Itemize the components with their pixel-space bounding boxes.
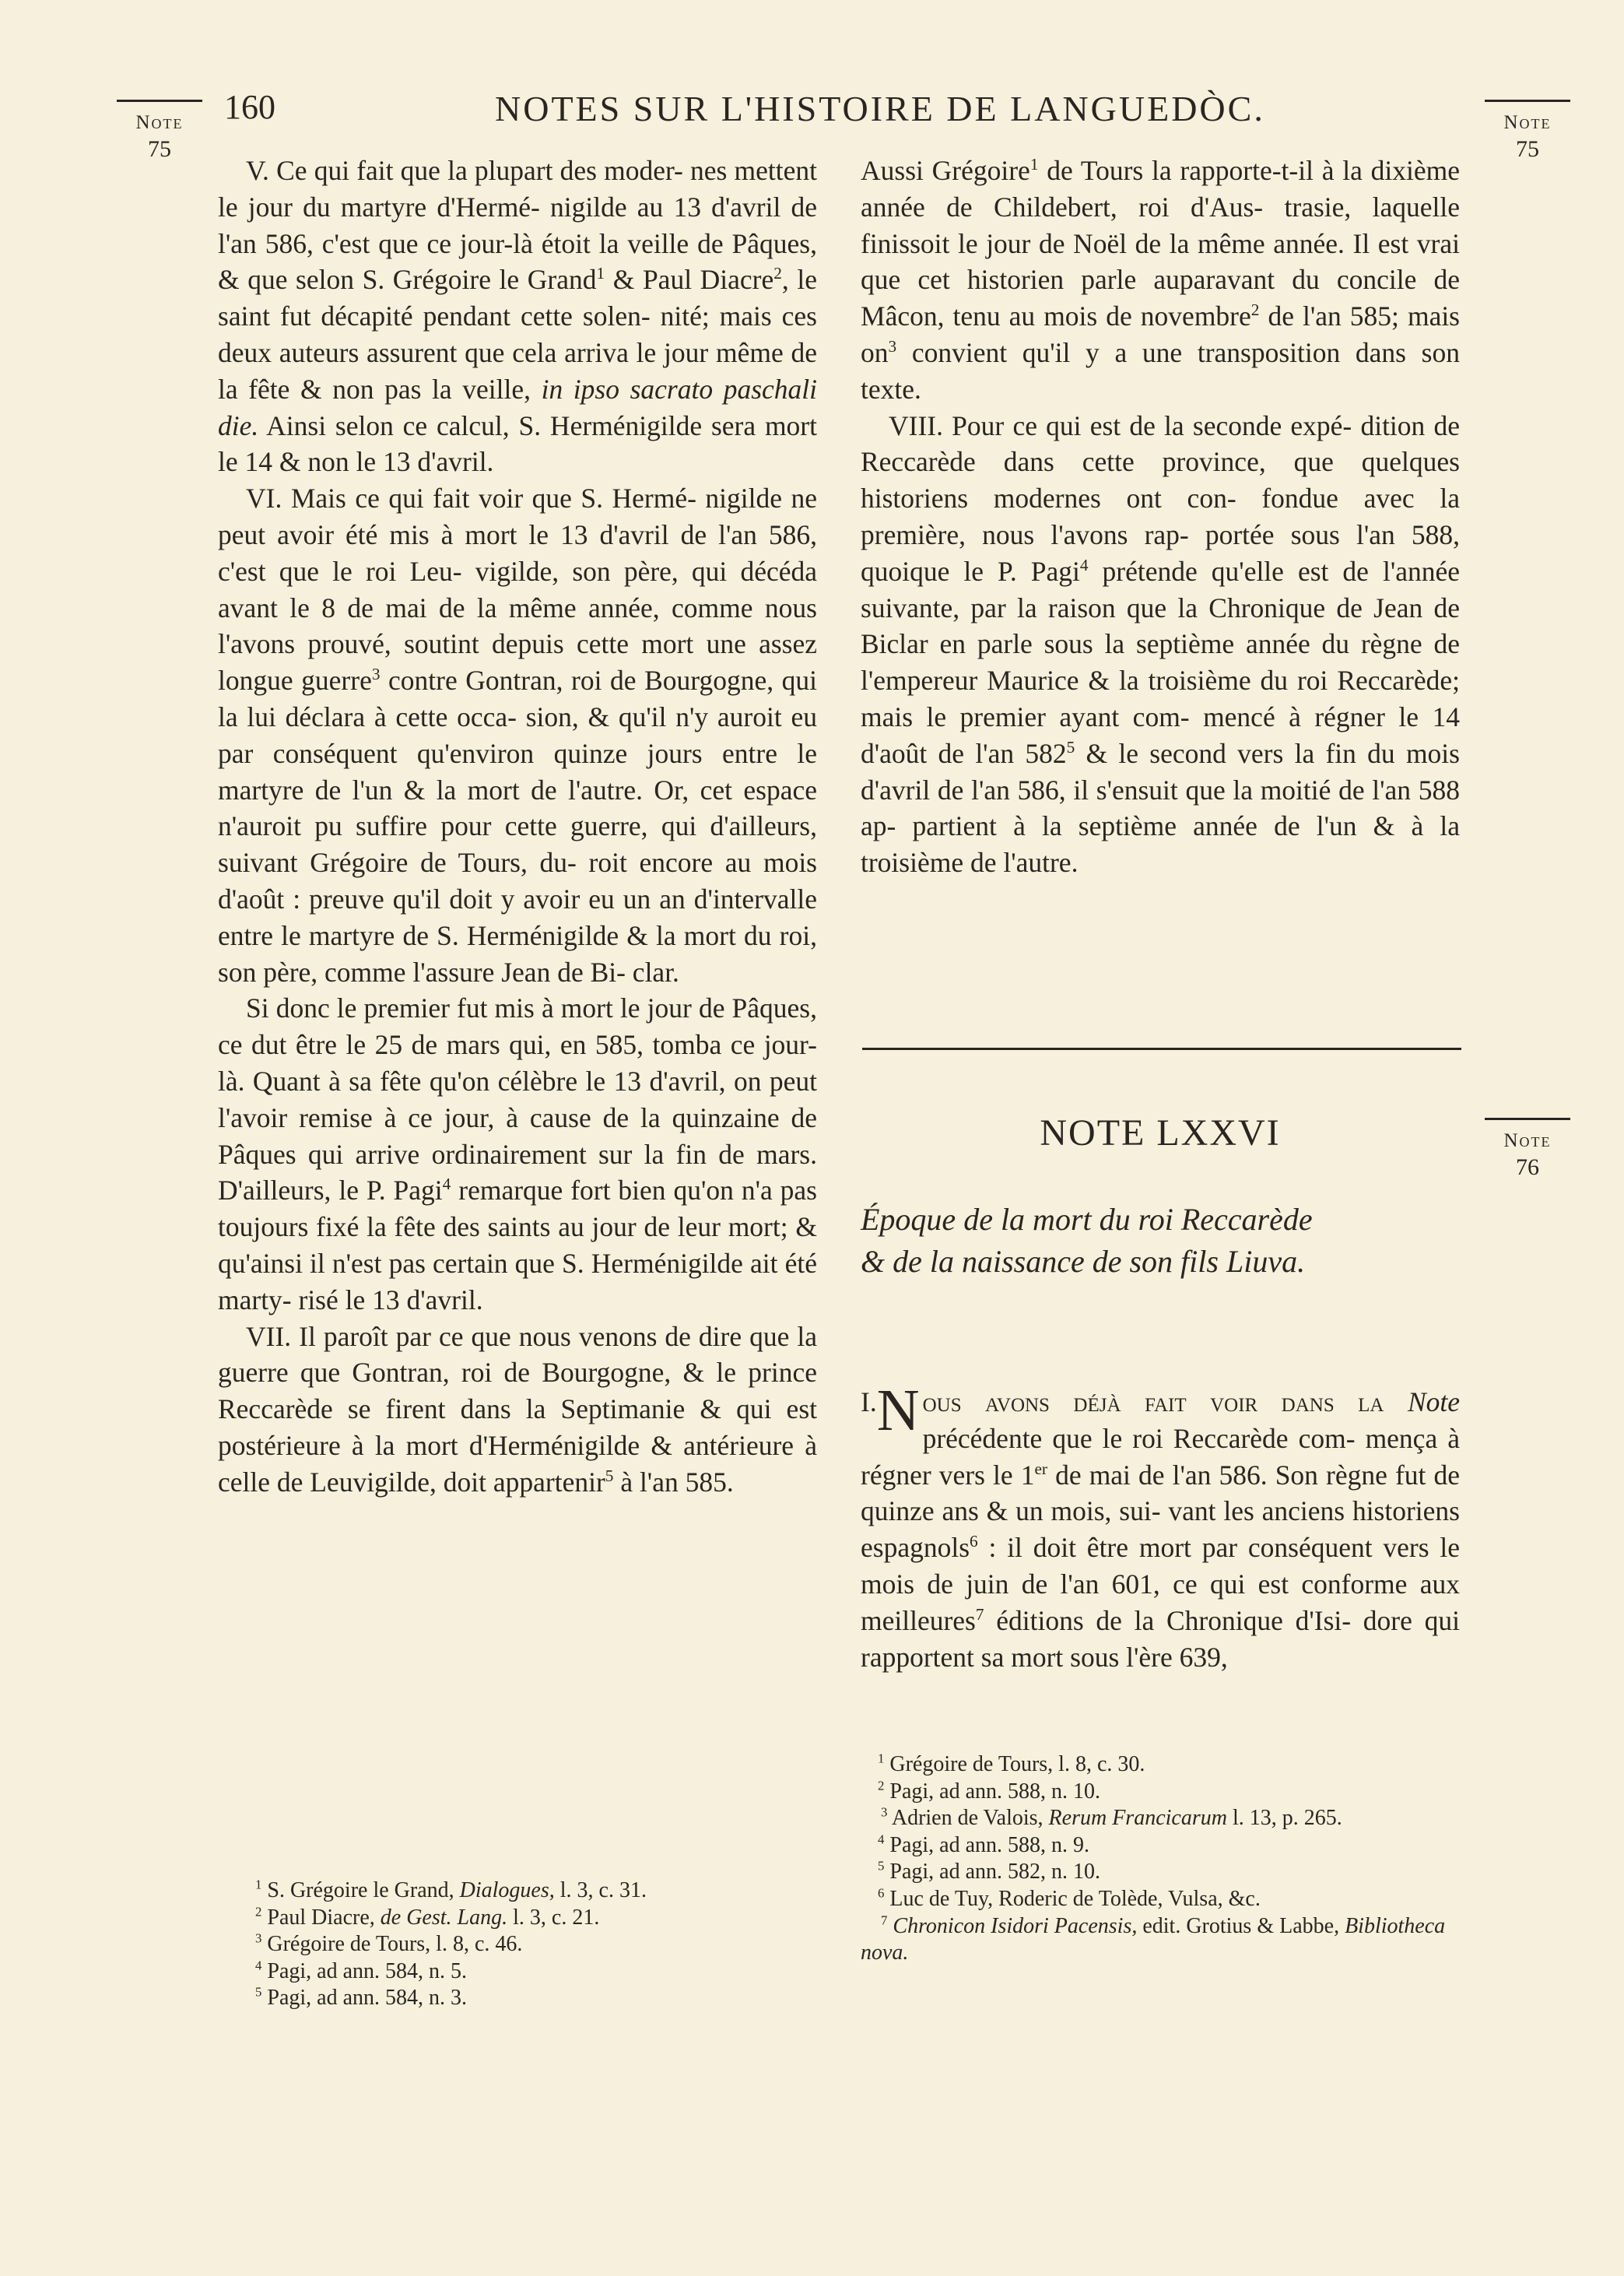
paragraph-vi: VI. Mais ce qui fait voir que S. Hermé- nigilde ne peut avoir été mis à mort le 13 d'avril de l'an 586, c'est que le roi Leu- vigilde, son père, qui décéda avant le 8 de mai de la même année, comme nous l'avons prouvé, soutint depuis cette mort une assez longue guerre$^3$ contre Gontran, roi de Bourgogne, qui la lui déclara à cette occa- sion, & qu'il n'y auroit eu par conséquent qu'environ quinze jours entre le martyre de l'un & la mort de l'autre. Or, cet espace n'auroit pu suffire pour cette guerre, qui d'ailleurs, suivant Grégoire de Tours, du- roit encore au mois d'août : preuve qu'il doit y avoir eu un an d'intervalle entre le martyre de S. Herménigilde & la mort du roi, son père, comme l'assure Jean de Bi- clar. [218, 483, 817, 988]
margin-note-number: 75 [1516, 136, 1539, 162]
subtitle-line: Époque de la mort du roi Reccarède [861, 1202, 1313, 1237]
margin-note-number: 76 [1516, 1154, 1539, 1180]
margin-note-label: Note [135, 112, 184, 133]
drop-cap: N [876, 1378, 920, 1443]
page-number: 160 [224, 88, 275, 126]
section-number: I. [861, 1386, 877, 1417]
footnote-ref: 1 [596, 264, 605, 283]
footnote: $^3$ Adrien de Valois, Rerum Francicarum l. 13, p. 265. [881, 1804, 1342, 1831]
footnote: $^2$ Pagi, ad ann. 588, n. 10. [878, 1778, 1101, 1804]
right-column-top [861, 153, 1460, 881]
footnote: $^5$ Pagi, ad ann. 582, n. 10. [878, 1859, 1101, 1884]
footnote-ref: 6 [970, 1532, 978, 1551]
footnote-ref: 1 [1029, 155, 1039, 174]
section-divider [862, 1048, 1461, 1050]
footnote-ref: 4 [1079, 555, 1089, 574]
footnote: $^2$ Paul Diacre, de Gest. Lang. l. 3, c. 21. [255, 1904, 600, 1930]
running-head: NOTES SUR L'HISTOIRE DE LANGUEDÒC. [495, 89, 1265, 128]
left-column [218, 153, 817, 1500]
margin-rule [1485, 100, 1570, 102]
footnote: $^1$ S. Grégoire le Grand, Dialogues, l. 3, c. 31. [255, 1877, 647, 1902]
footnote-ref: 2 [773, 264, 782, 283]
right-column-body [861, 1378, 1460, 1675]
footnote: $^7$ Chronicon Isidori Pacensis, edit. Grotius & Labbe, Bibliotheca nova. [861, 1912, 1446, 1965]
footnote: $^4$ Pagi, ad ann. 588, n. 9. [878, 1832, 1090, 1857]
footnote-ref: 5 [1066, 737, 1075, 757]
footnote: $^4$ Pagi, ad ann. 584, n. 5. [255, 1958, 468, 1983]
footnote: $^5$ Pagi, ad ann. 584, n. 3. [255, 1985, 468, 2011]
paragraph-si-donc: Si donc le premier fut mis à mort le jour de Pâques, ce dut être le 25 de mars qui, en 585, tomba ce jour-là. Quant à sa fête qu'on célèbre le 13 d'avril, on peut l'avoir remise à ce jour, à cause de la quinzaine de Pâques qui arrive ordinairement sur la fin de mars. D'ailleurs, le P. Pagi$^4$ remarque fort bien qu'on n'a pas toujours fixé la fête des saints au jour de leur mort; & qu'ainsi il n'est pas certain que S. Herménigilde ait été marty- risé le 13 d'avril. [218, 992, 817, 1315]
footnote: $^3$ Grégoire de Tours, l. 8, c. 46. [255, 1930, 523, 1957]
note-title: NOTE LXXVI [1040, 1112, 1281, 1154]
footnote-ref: 3 [371, 665, 381, 684]
margin-note-label: Note [1503, 112, 1552, 133]
paragraph-v: V. Ce qui fait que la plupart des moder- nes mettent le jour du martyre d'Hermé- nigilde au 13 d'avril de l'an 586, c'est que ce jour-là étoit la veille de Pâques, & que selon S. Grégoire le Grand$^1$ & Paul Diacre$^2$, le saint fut décapité pendant cette solen- nité; mais ces deux auteurs assurent que cela arriva le jour même de la fête & non pas la veille, in ipso sacrato paschali die. Ainsi selon ce calcul, S. Herménigilde sera mort le 14 & non le 13 d'avril. [218, 155, 817, 478]
footnote-ref: 5 [605, 1466, 614, 1485]
margin-note-right-top [1485, 100, 1570, 163]
margin-note-number: 75 [148, 136, 171, 162]
margin-note-label: Note [1503, 1130, 1552, 1151]
margin-note-left [117, 100, 202, 163]
paragraph-viii: VIII. Pour ce qui est de la seconde expé- dition de Reccarède dans cette province, que quelques historiens modernes ont con- fondue avec la première, nous l'avons rap- portée sous l'an 588, quoique le P. Pagi$^4$ prétende qu'elle est de l'année suivante, par la raison que la Chronique de Jean de Biclar en parle sous la septième année du règne de l'empereur Maurice & la troisième du roi Reccarède; mais le premier ayant com- mencé à régner le 14 d'août de l'an $582^5$ & le second vers la fin du mois d'avril de l'an 586, il s'ensuit que la moitié de l'an 588 ap- partient à la septième année de l'un & à la troisième de l'autre. [861, 409, 1460, 879]
footnote-ref: 4 [442, 1175, 451, 1194]
footnote-ref: 3 [888, 337, 897, 357]
latin-quote: in ipso sacrato paschali die. [218, 373, 817, 441]
footnote: $^6$ Luc de Tuy, Roderic de Tolède, Vulsa, &c. [878, 1885, 1261, 1911]
footnote: $^1$ Grégoire de Tours, l. 8, c. 30. [878, 1751, 1145, 1776]
left-footnotes [238, 1877, 814, 2012]
footnote-ref: 7 [975, 1604, 984, 1624]
margin-note-right-mid [1485, 1118, 1570, 1181]
margin-rule [1485, 1118, 1570, 1120]
footnote-ref: 2 [1250, 300, 1260, 320]
margin-rule [117, 100, 202, 102]
paragraph-aussi: Aussi Grégoire$^1$ de Tours la rapporte-t-il à la dixième année de Childebert, roi d'Aus- trasie, laquelle finissoit le jour de Noël de la même année. Il est vrai que cet historien parle auparavant du concile de Mâcon, tenu au mois de novembre$^2$ de l'an 585; mais $on^3$ convient qu'il y a une transposition dans son texte. [861, 155, 1461, 405]
paragraph-vii: VII. Il paroît par ce que nous venons de dire que la guerre que Gontran, roi de Bourgogne, & le prince Reccarède se firent dans la Septimanie & qui est postérieure à la mort d'Herménigilde & antérieure à celle de Leuvigilde, doit appartenir$^5$ à l'an 585. [218, 1320, 817, 1498]
note-subtitle [861, 1199, 1460, 1283]
paragraph-i: I. N ous avons déjà fait voir dans la Note précédente que le roi Reccarède com- mença à régner vers le 1er de mai de l'an 586. Son règne fut de quinze ans & un mois, sui- vant les anciens historiens espagnols$^6$ : il doit être mort par conséquent vers le mois de juin de l'an 601, ce qui est conforme aux meilleures$^7$ éditions de la Chronique d'Isi- dore qui rapportent sa mort sous l'ère 639, [861, 1378, 1460, 1673]
right-footnotes [861, 1751, 1460, 1967]
subtitle-line: & de la naissance de son fils Liuva. [861, 1244, 1306, 1279]
